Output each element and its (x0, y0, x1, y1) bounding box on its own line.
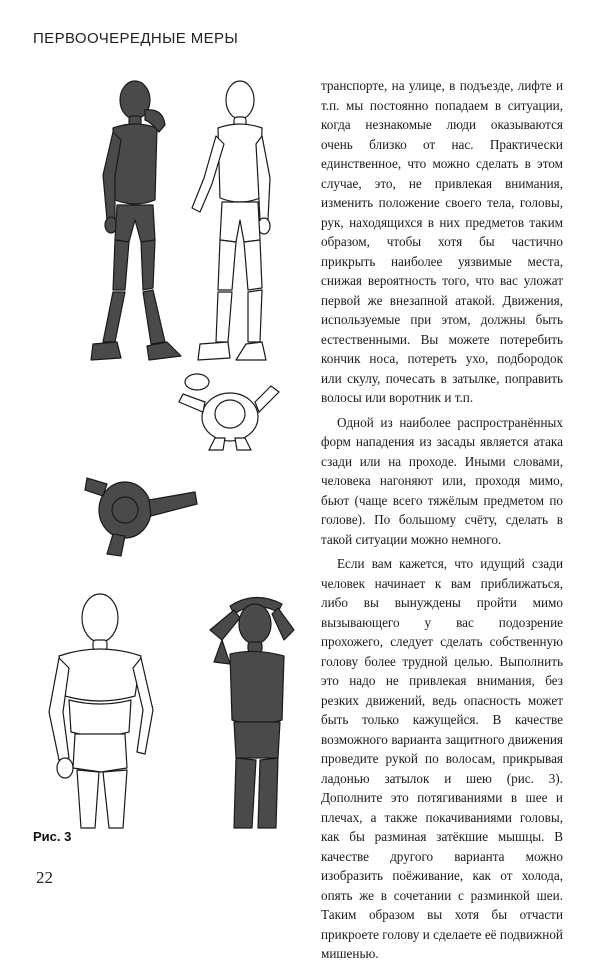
figure-caption: Рис. 3 (33, 829, 72, 844)
paragraph: Если вам кажется, что идущий сзади человек начинает к вам приближаться, либо вы вынуждены пройти мимо вызывающего у вас подозрение прохожего, следует сделать собственную голову более трудной целью. Выполнить это надо не привлекая внимания, без резких движений, ведь опасность может быть только кажущейся. В качестве возможного варианта защитного движения проведите рукой по волосам, прикрывая ладонью затылок и шею (рис. 3). Дополните это потягиваниями в шее и плечах, а также покачиваниями головы, как бы разминая затёкшие мышцы. В качестве другого варианта можно изобразить поёживание, как от холода, опять же в сочетании с разминкой шеи. Таким образом вы хотя бы отчасти прикроете голову и сделаете её подвижной мишенью. (321, 556, 563, 961)
page-number: 22 (36, 868, 53, 887)
figure-light-top-view (175, 372, 285, 452)
paragraph: Одной из наиболее распространённых форм нападения из засады является атака сзади или на проходе. Иными словами, человека нагоняют или, проходя мимо, бьют (чаще всего тяжёлым предметом по голове). По большому счёту, сделать в такой ситуации можно немного. (321, 414, 563, 547)
figure-illustration (40, 70, 320, 840)
body-text-column (321, 76, 563, 964)
figure-light-front-large (45, 592, 165, 832)
figure-dark-standing-back (85, 80, 205, 380)
running-header: ПЕРВООЧЕРЕДНЫЕ МЕРЫ (33, 30, 239, 47)
figure-dark-top-view (85, 470, 205, 560)
paragraph: транспорте, на улице, в подъезде, лифте и т.п. мы постоянно попадаем в ситуации, когда незнакомые люди оказываются очень близко от нас. Практически единственное, что можно сделать в этом случае, это, не привлекая внимания, изменить положение своего тела, головы, рук, находящихся в них предметов таким образом, чтобы хотя бы частично прикрыть наиболее уязвимые места, снижая вероятность того, что вас уложат первой же внезапной атакой. Движения, используемые при этом, должны быть естественными. Вы можете потеребить кончик носа, потереть ухо, подбородок или скулу, почесать в затылке, поправить волосы или воротник и т.п. (321, 78, 563, 405)
figure-dark-hands-on-head (200, 590, 310, 830)
figure-light-standing-front (190, 80, 310, 380)
